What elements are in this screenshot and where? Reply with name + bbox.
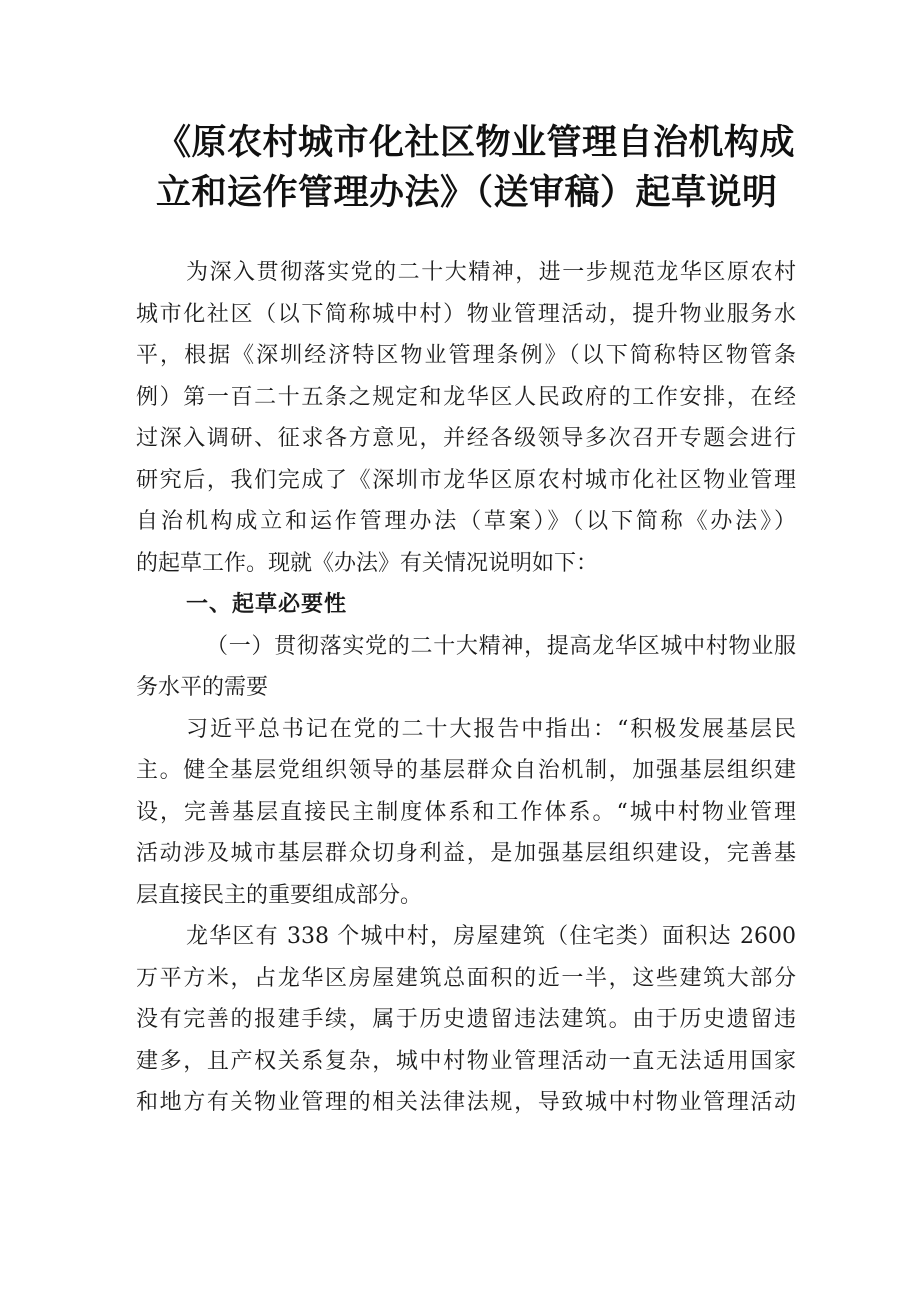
paragraph-line: 龙华区有 338 个城中村，房屋建筑（住宅类）面积达 2600 [186, 924, 796, 949]
paragraph-line: 没有完善的报建手续，属于历史遗留违法建筑。由于历史遗留违 [136, 1007, 796, 1032]
paragraph-line: 务水平的需要 [136, 675, 269, 700]
paragraph-intro [136, 252, 796, 584]
title-line-2: 立和运作管理办法》（送审稿）起草说明 [156, 173, 778, 213]
paragraph-line: 主。健全基层党组织领导的基层群众自治机制，加强基层组织建 [136, 758, 796, 783]
paragraph-quote [136, 709, 796, 917]
paragraph-line: 自治机构成立和运作管理办法（草案）》（以下简称《办法》） [136, 509, 796, 534]
paragraph-line: 层直接民主的重要组成部分。 [136, 882, 423, 908]
paragraph-subheading [136, 626, 796, 709]
paragraph-line: 城市化社区（以下简称城中村）物业管理活动，提升物业服务水 [136, 301, 796, 327]
paragraph-line: 平，根据《深圳经济特区物业管理条例》（以下简称特区物管条 [136, 343, 796, 368]
paragraph-stats [136, 916, 796, 1124]
paragraph-line: 习近平总书记在党的二十大报告中指出：“积极发展基层民 [186, 716, 796, 742]
document-title [100, 118, 820, 218]
paragraph-line: 例）第一百二十五条之规定和龙华区人民政府的工作安排，在经 [136, 384, 796, 410]
title-line-1: 《原农村城市化社区物业管理自治机构成 [156, 123, 796, 163]
document-body [136, 252, 796, 1124]
paragraph-line: （一）贯彻落实党的二十大精神，提高龙华区城中村物业服 [206, 633, 796, 659]
paragraph-line: 为深入贯彻落实党的二十大精神，进一步规范龙华区原农村 [186, 260, 796, 285]
paragraph-line: 研究后，我们完成了《深圳市龙华区原农村城市化社区物业管理 [136, 467, 796, 493]
paragraph-line: 万平方米，占龙华区房屋建筑总面积的近一半，这些建筑大部分 [136, 965, 796, 991]
section-heading: 一、起草必要性 [186, 592, 348, 617]
paragraph-line: 和地方有关物业管理的相关法律法规，导致城中村物业管理活动 [136, 1090, 796, 1115]
paragraph-line: 建多，且产权关系复杂，城中村物业管理活动一直无法适用国家 [136, 1048, 796, 1074]
paragraph-line: 设，完善基层直接民主制度体系和工作体系。“城中村物业管理 [136, 799, 796, 825]
paragraph-line: 过深入调研、征求各方意见，并经各级领导多次召开专题会进行 [136, 426, 796, 451]
paragraph-line: 的起草工作。现就《办法》有关情况说明如下： [136, 550, 599, 576]
paragraph-line: 活动涉及城市基层群众切身利益，是加强基层组织建设，完善基 [136, 841, 796, 866]
